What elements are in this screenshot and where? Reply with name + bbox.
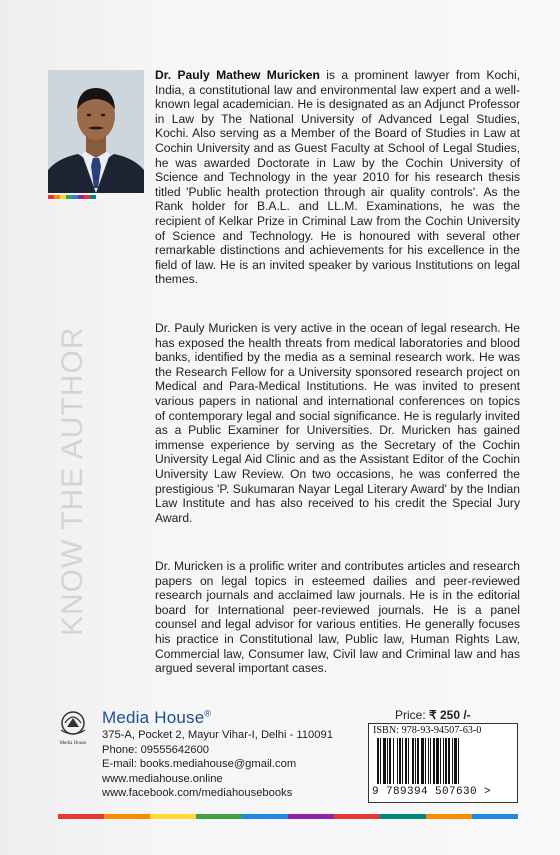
- side-title: KNOW THE AUTHOR: [56, 326, 89, 636]
- barcode-bar: [377, 738, 379, 784]
- barcode-bar: [454, 738, 457, 784]
- publisher-name: Media House®: [102, 708, 212, 727]
- barcode-bar: [380, 738, 381, 784]
- publisher-phone: Phone: 09555642600: [102, 743, 210, 756]
- barcode-bar: [433, 738, 435, 784]
- color-stripe-small: [48, 195, 96, 199]
- barcode-bar: [397, 738, 398, 784]
- author-bio-text-1: is a prominent lawyer from Kochi, India, a constitutional law and environmental law expert and a well-known legal academician. He is designated as an Adjunct Professor in Law by The National University of Advanced Legal Studies, Kochi. Also serving as a Member of the Board of Studies in Law at Cochin University and as Guest Faculty at School of Legal Studies, he was awarded Doctorate in Law by the Cochin University of Science and Technology in the year 2010 for his research thesis titled 'Public health protection through air quality controls'. As the Rank holder for B.A.L. and LL.M. Examinations, he was the recipient of Kelkar Prize in Criminal Law from the Cochin University of Science and Technology. He is honoured with several other remarkable distinctions and achievements for his excellence in the field of law. He is an invited speaker by various Institutions on legal themes.: [155, 68, 520, 287]
- price: Price: ₹ 250 /-: [395, 708, 471, 722]
- publisher-email: E-mail: books.mediahouse@gmail.com: [102, 758, 297, 771]
- author-portrait-image: [48, 70, 144, 193]
- author-bio-paragraph-2: Dr. Pauly Muricken is very active in the ocean of legal research. He has exposed the health threats from medical laboratories and blood banks, identified by the media as a seminal research work. He was the Research Fellow for a University sponsored research project on Medical and Para-Medical Institutions. He was invited to present various papers in national and international conferences on topics of contemporary legal and social significance. He is regularly invited as a Public Examiner for Universities. Dr. Muricken has gained immense experience by serving as the Secretary of the Cochin University Legal Aid Clinic and as the Assistant Editor of the Cochin University Law Review. On two occasions, he was conferred the prestigious 'P. Sukumaran Nayar Legal Literary Award' by the Indian Law Institute and has also received to his credit the Special Jury Award.: [155, 321, 520, 525]
- barcode-bar: [440, 738, 441, 784]
- barcode-bar: [389, 738, 391, 784]
- author-bio-paragraph-1: [155, 68, 520, 287]
- barcode-bar: [445, 738, 447, 784]
- barcode-bar: [421, 738, 424, 784]
- publisher-contact: [102, 728, 333, 801]
- author-name: Dr. Pauly Mathew Muricken: [155, 68, 320, 82]
- publisher-logo-text: Media House: [59, 741, 87, 746]
- barcode-bar: [417, 738, 419, 784]
- barcode-bar: [425, 738, 426, 784]
- barcode-bar: [448, 738, 450, 784]
- publisher-logo-icon: [56, 708, 90, 746]
- author-photo: [48, 70, 144, 193]
- barcode-bar: [408, 738, 409, 784]
- barcode-bar: [436, 738, 439, 784]
- barcode-bar: [402, 738, 403, 784]
- barcode-bar: [443, 738, 444, 784]
- barcode-bar: [399, 738, 401, 784]
- color-stripe-bottom: [58, 814, 518, 819]
- barcode-bar: [415, 738, 416, 784]
- publisher-address: 375-A, Pocket 2, Mayur Vihar-I, Delhi - 110091: [102, 729, 333, 741]
- barcode-bar: [383, 738, 386, 784]
- barcode-bar: [387, 738, 388, 784]
- barcode-digits: 9 789394 507630 >: [372, 786, 492, 798]
- barcode-bar: [430, 738, 431, 784]
- barcode-bar: [458, 738, 459, 784]
- isbn-label: ISBN: 978-93-94507-63-0: [373, 725, 482, 736]
- barcode-bar: [412, 738, 414, 784]
- author-bio-paragraph-3: Dr. Muricken is a prolific writer and contributes articles and research papers on legal topics in esteemed dailies and peer-reviewed research journals and acclaimed law journals. He is in the editorial board for International peer-reviewed journals. He is a panel counsel and legal advisor for various entities. He generally focuses his practice in Constitutional law, Public law, Human Rights Law, Commercial law, Consumer law, Civil law and Criminal law and has argued several important cases.: [155, 559, 520, 676]
- barcode-bar: [393, 738, 394, 784]
- barcode-bar: [428, 738, 429, 784]
- barcode-bar: [405, 738, 407, 784]
- isbn-barcode: [368, 723, 518, 803]
- barcode-bars: [375, 738, 511, 786]
- publisher-facebook: www.facebook.com/mediahousebooks: [102, 787, 293, 800]
- barcode-bar: [452, 738, 453, 784]
- publisher-website: www.mediahouse.online: [102, 772, 223, 785]
